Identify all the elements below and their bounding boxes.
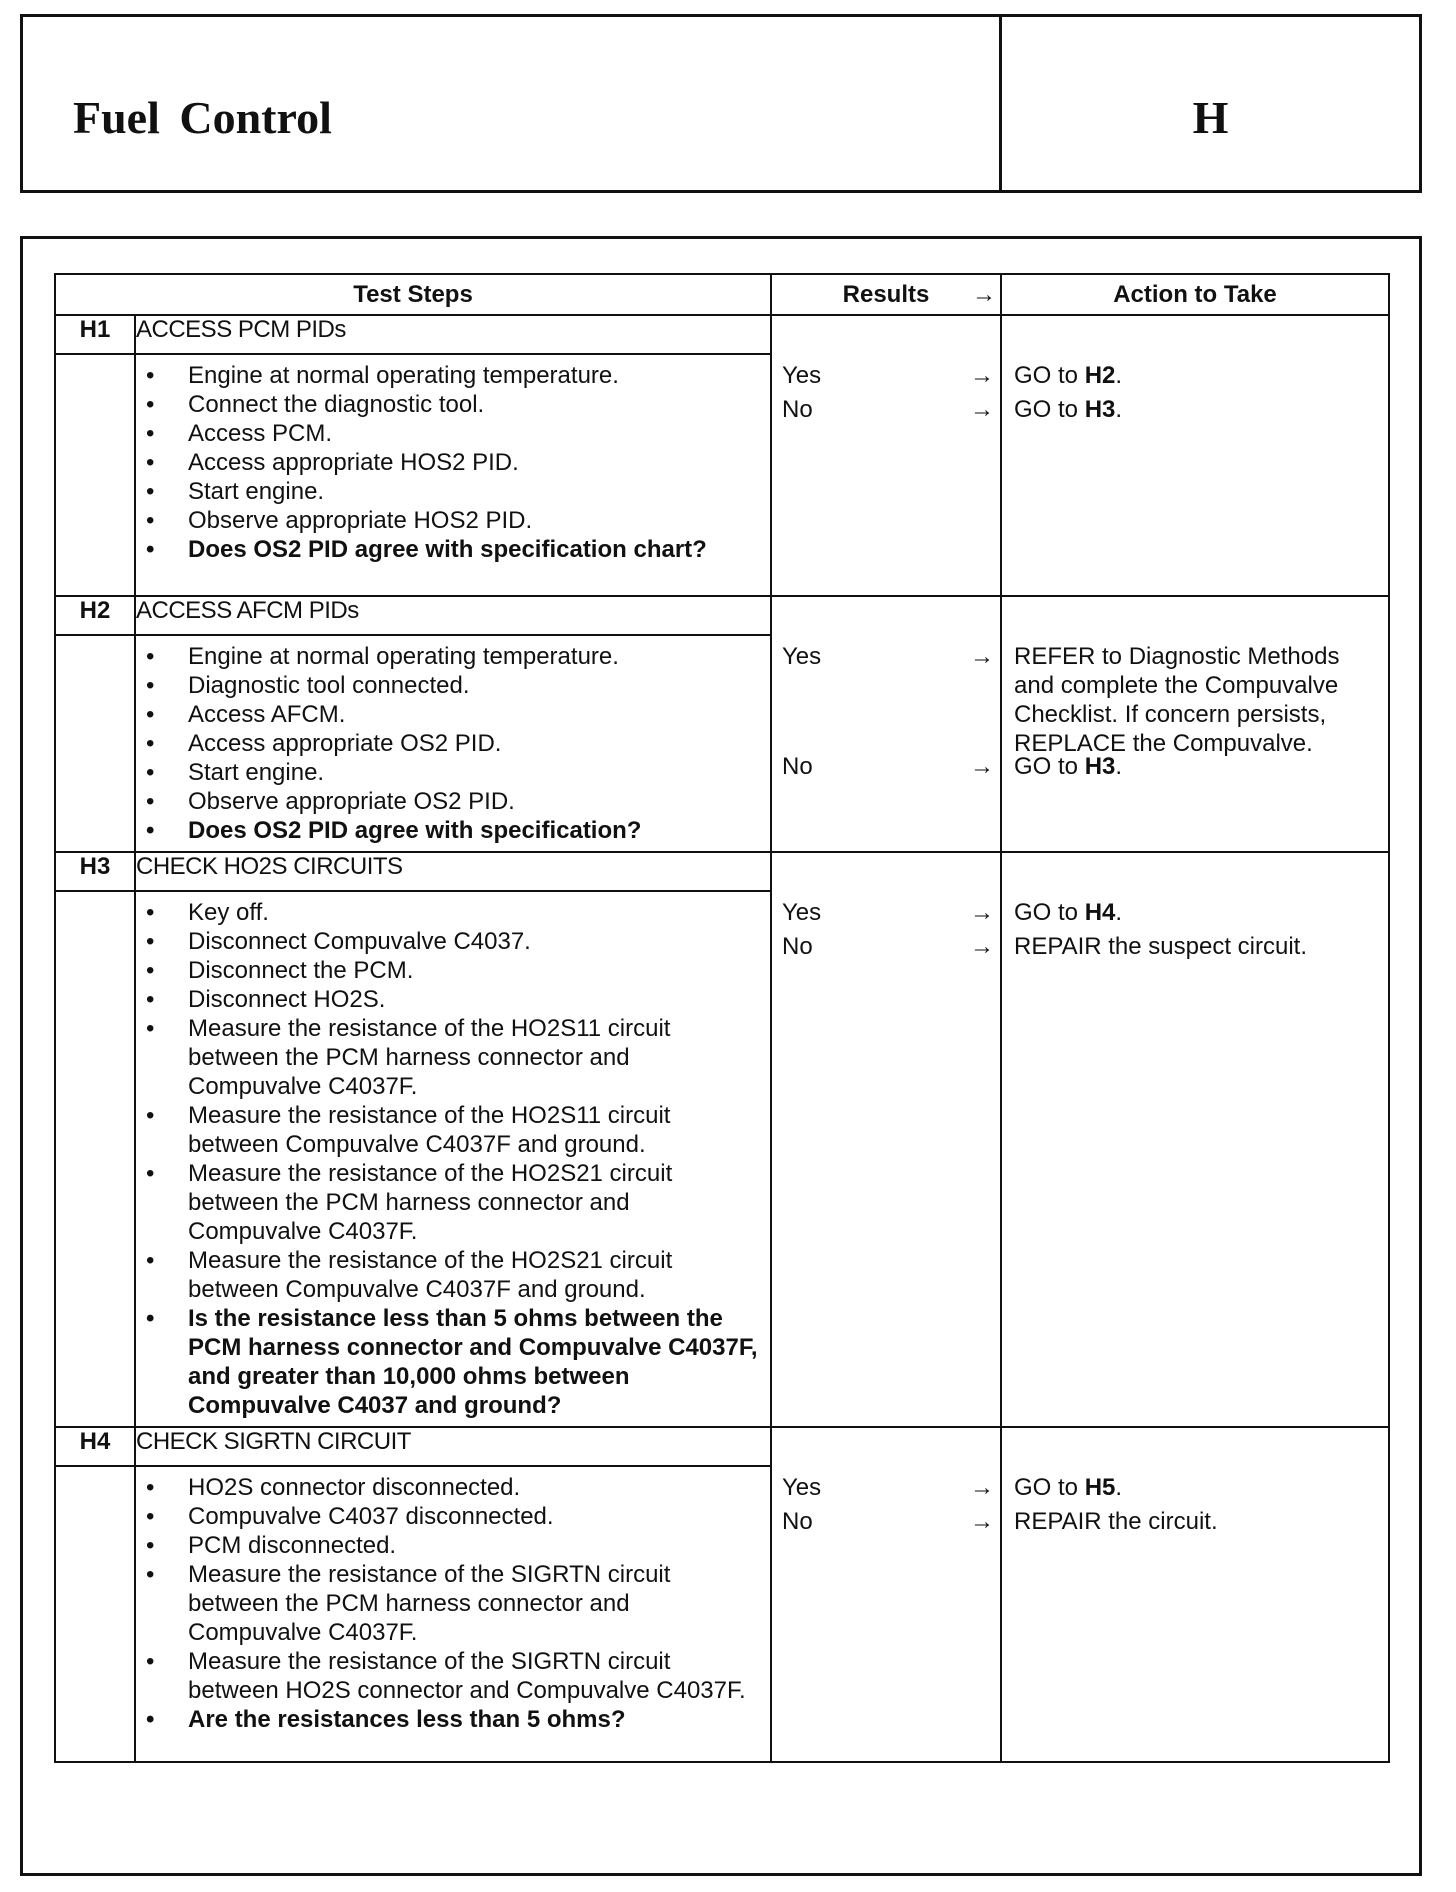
header-action: Action to Take (1001, 274, 1389, 315)
step-title-row (55, 596, 1389, 635)
action-suffix: . (1115, 396, 1123, 423)
step-procedure-cell (135, 1466, 771, 1762)
bullet-icon: • (146, 1706, 155, 1733)
step-bullet-text: Measure the resistance of the HO2S11 circuit between Compuvalve C4037F and ground. (188, 1102, 671, 1158)
step-bullet-text: Measure the resistance of the SIGRTN circuit between HO2S connector and Compuvalve C4037F. (188, 1648, 746, 1704)
bullet-icon: • (146, 701, 155, 728)
action-yes (1014, 1473, 1380, 1502)
step-bullet-text: Measure the resistance of the SIGRTN circuit between the PCM harness connector and Compuvalve C4037F. (188, 1561, 671, 1646)
step-results-cell (771, 315, 1001, 596)
step-bullet-text: Start engine. (188, 478, 325, 505)
bullet-icon: • (146, 672, 155, 699)
bullet-icon: • (146, 478, 155, 505)
page-header (20, 14, 1422, 193)
step-bullet-item (146, 787, 760, 816)
bullet-icon: • (146, 928, 155, 955)
step-procedure-list (146, 636, 770, 851)
step-bullet-item (146, 1014, 760, 1101)
result-yes (782, 642, 994, 672)
action-suffix: . (1115, 753, 1123, 780)
step-bullet-text: Key off. (188, 899, 269, 926)
step-bullet-item (146, 729, 760, 758)
step-bullet-item (146, 1101, 760, 1159)
step-bullet-text: Engine at normal operating temperature. (188, 643, 619, 670)
action-no (1014, 1507, 1380, 1536)
action-no (1014, 395, 1380, 424)
step-id-spacer (55, 891, 135, 1427)
result-label: No (782, 753, 813, 780)
step-bullet-text: Diagnostic tool connected. (188, 672, 470, 699)
action-text: REPAIR the circuit. (1014, 1508, 1218, 1535)
arrow-right-icon: → (970, 1508, 994, 1535)
result-label: No (782, 1508, 813, 1535)
step-bullet-item (146, 1246, 760, 1304)
table-header-row (55, 274, 1389, 315)
result-label: Yes (782, 899, 822, 926)
bullet-icon: • (146, 643, 155, 670)
step-bullet-item (146, 1473, 760, 1502)
step-procedure-list (146, 892, 770, 1426)
step-bullet-item (146, 419, 760, 448)
step-procedure-cell (135, 354, 771, 596)
arrow-right-icon: → (970, 753, 994, 780)
action-suffix: . (1115, 1474, 1123, 1501)
step-bullet-item (146, 642, 760, 671)
step-bullet-text: Engine at normal operating temperature. (188, 362, 619, 389)
bullet-icon: • (146, 730, 155, 757)
step-bullet-item (146, 671, 760, 700)
header-test-steps: Test Steps (55, 274, 771, 315)
step-bullet-item (146, 448, 760, 477)
action-step-ref: H5 (1084, 1474, 1116, 1501)
step-title-row (55, 1427, 1389, 1466)
step-procedure-cell (135, 891, 771, 1427)
step-question (146, 1304, 760, 1420)
step-action-cell (1001, 596, 1389, 852)
bullet-icon: • (146, 391, 155, 418)
arrow-right-icon: → (970, 899, 994, 926)
step-action-cell (1001, 315, 1389, 596)
bullet-icon: • (146, 420, 155, 447)
bullet-icon: • (146, 1561, 155, 1588)
result-yes (782, 361, 994, 391)
step-bullet-item (146, 506, 760, 535)
step-bullet-item (146, 956, 760, 985)
bullet-icon: • (146, 899, 155, 926)
step-procedure-list (146, 355, 770, 570)
diagnostic-frame (20, 236, 1422, 1876)
step-title: CHECK SIGRTN CIRCUIT (135, 1427, 771, 1466)
result-no (782, 932, 994, 962)
result-label: No (782, 933, 813, 960)
step-bullet-text: Compuvalve C4037 disconnected. (188, 1503, 554, 1530)
arrow-right-icon: → (970, 933, 994, 960)
action-step-ref: H2 (1084, 362, 1116, 389)
step-bullet-item (146, 361, 760, 390)
step-action-cell (1001, 1427, 1389, 1762)
step-results-cell (771, 852, 1001, 1427)
bullet-icon: • (146, 788, 155, 815)
step-action-cell (1001, 852, 1389, 1427)
step-question-text: Does OS2 PID agree with specification? (188, 817, 642, 844)
step-bullet-text: Observe appropriate OS2 PID. (188, 788, 515, 815)
step-title: ACCESS PCM PIDs (135, 315, 771, 354)
action-text: REPAIR the suspect circuit. (1014, 933, 1307, 960)
step-procedure-cell (135, 635, 771, 852)
arrow-right-icon: → (972, 281, 996, 308)
bullet-icon: • (146, 449, 155, 476)
header-results-label: Results (842, 280, 930, 308)
bullet-icon: • (146, 1474, 155, 1501)
step-bullet-item (146, 390, 760, 419)
arrow-right-icon: → (970, 396, 994, 423)
header-results (771, 274, 1001, 315)
bullet-icon: • (146, 1247, 155, 1274)
step-bullet-item (146, 1159, 760, 1246)
step-id: H1 (55, 315, 135, 354)
step-id: H2 (55, 596, 135, 635)
step-bullet-text: Access appropriate HOS2 PID. (188, 449, 519, 476)
action-yes (1014, 898, 1380, 927)
arrow-right-icon: → (970, 643, 994, 670)
bullet-icon: • (146, 1648, 155, 1675)
step-question-text: Does OS2 PID agree with specification chart? (188, 536, 707, 563)
step-results-cell (771, 1427, 1001, 1762)
step-bullet-text: Measure the resistance of the HO2S21 circuit between the PCM harness connector and Compuvalve C4037F. (188, 1160, 673, 1245)
result-label: Yes (782, 643, 822, 670)
bullet-icon: • (146, 759, 155, 786)
action-text: GO to (1014, 396, 1085, 423)
step-bullet-item (146, 985, 760, 1014)
arrow-right-icon: → (970, 1474, 994, 1501)
result-yes (782, 898, 994, 928)
result-label: No (782, 396, 813, 423)
step-bullet-item (146, 477, 760, 506)
result-label: Yes (782, 362, 822, 389)
result-no (782, 752, 994, 782)
step-results-cell (771, 596, 1001, 852)
step-bullet-item (146, 758, 760, 787)
action-text: GO to (1014, 362, 1085, 389)
action-text: GO to (1014, 1474, 1085, 1501)
step-bullet-text: Disconnect HO2S. (188, 986, 386, 1013)
step-question-text: Is the resistance less than 5 ohms between the PCM harness connector and Compuvalve C4037F, and greater than 10,000 ohms between Compuvalve C4037 and ground? (188, 1305, 758, 1419)
bullet-icon: • (146, 1503, 155, 1530)
step-title-row (55, 852, 1389, 891)
step-title: CHECK HO2S CIRCUITS (135, 852, 771, 891)
action-yes (1014, 361, 1380, 390)
bullet-icon: • (146, 1532, 155, 1559)
step-bullet-text: Connect the diagnostic tool. (188, 391, 485, 418)
step-bullet-text: Start engine. (188, 759, 325, 786)
bullet-icon: • (146, 536, 155, 563)
step-bullet-text: PCM disconnected. (188, 1532, 397, 1559)
bullet-icon: • (146, 1015, 155, 1042)
result-yes (782, 1473, 994, 1503)
bullet-icon: • (146, 362, 155, 389)
action-no (1014, 932, 1380, 961)
step-bullet-text: Access PCM. (188, 420, 333, 447)
step-question (146, 816, 760, 845)
step-bullet-text: HO2S connector disconnected. (188, 1474, 521, 1501)
step-bullet-item (146, 1647, 760, 1705)
step-bullet-text: Disconnect Compuvalve C4037. (188, 928, 531, 955)
bullet-icon: • (146, 507, 155, 534)
bullet-icon: • (146, 1160, 155, 1187)
step-bullet-text: Observe appropriate HOS2 PID. (188, 507, 533, 534)
step-id: H3 (55, 852, 135, 891)
step-bullet-text: Disconnect the PCM. (188, 957, 414, 984)
action-suffix: . (1115, 362, 1123, 389)
action-step-ref: H3 (1084, 396, 1116, 423)
action-text: GO to (1014, 753, 1085, 780)
bullet-icon: • (146, 957, 155, 984)
step-question (146, 1705, 760, 1734)
step-bullet-item (146, 1531, 760, 1560)
step-bullet-text: Access appropriate OS2 PID. (188, 730, 502, 757)
step-id-spacer (55, 635, 135, 852)
step-bullet-text: Measure the resistance of the HO2S21 circuit between Compuvalve C4037F and ground. (188, 1247, 673, 1303)
action-step-ref: H3 (1084, 753, 1116, 780)
bullet-icon: • (146, 1102, 155, 1129)
bullet-icon: • (146, 986, 155, 1013)
step-id: H4 (55, 1427, 135, 1466)
step-bullet-item (146, 1502, 760, 1531)
step-bullet-text: Access AFCM. (188, 701, 346, 728)
step-title: ACCESS AFCM PIDs (135, 596, 771, 635)
step-bullet-text: Measure the resistance of the HO2S11 circuit between the PCM harness connector and Compuvalve C4037F. (188, 1015, 671, 1100)
arrow-right-icon: → (970, 362, 994, 389)
bullet-icon: • (146, 817, 155, 844)
step-question-text: Are the resistances less than 5 ohms? (188, 1706, 626, 1733)
pinpoint-test-table (54, 273, 1390, 1763)
action-yes (1014, 642, 1380, 758)
section-code: H (1192, 92, 1229, 143)
step-question (146, 535, 760, 564)
bullet-icon: • (146, 1305, 155, 1332)
result-label: Yes (782, 1474, 822, 1501)
step-bullet-item (146, 700, 760, 729)
step-id-spacer (55, 1466, 135, 1762)
action-text: REFER to Diagnostic Methods and complete the Compuvalve Checklist. If concern persists, REPLACE the Compuvalve. (1014, 643, 1340, 757)
step-title-row (55, 315, 1389, 354)
action-suffix: . (1115, 899, 1123, 926)
step-procedure-list (146, 1467, 770, 1740)
step-bullet-item (146, 1560, 760, 1647)
step-bullet-item (146, 927, 760, 956)
section-title: Fuel Control (73, 92, 332, 143)
action-text: GO to (1014, 899, 1085, 926)
action-step-ref: H4 (1084, 899, 1116, 926)
result-no (782, 395, 994, 425)
step-bullet-item (146, 898, 760, 927)
step-id-spacer (55, 354, 135, 596)
action-no (1014, 752, 1380, 781)
result-no (782, 1507, 994, 1537)
